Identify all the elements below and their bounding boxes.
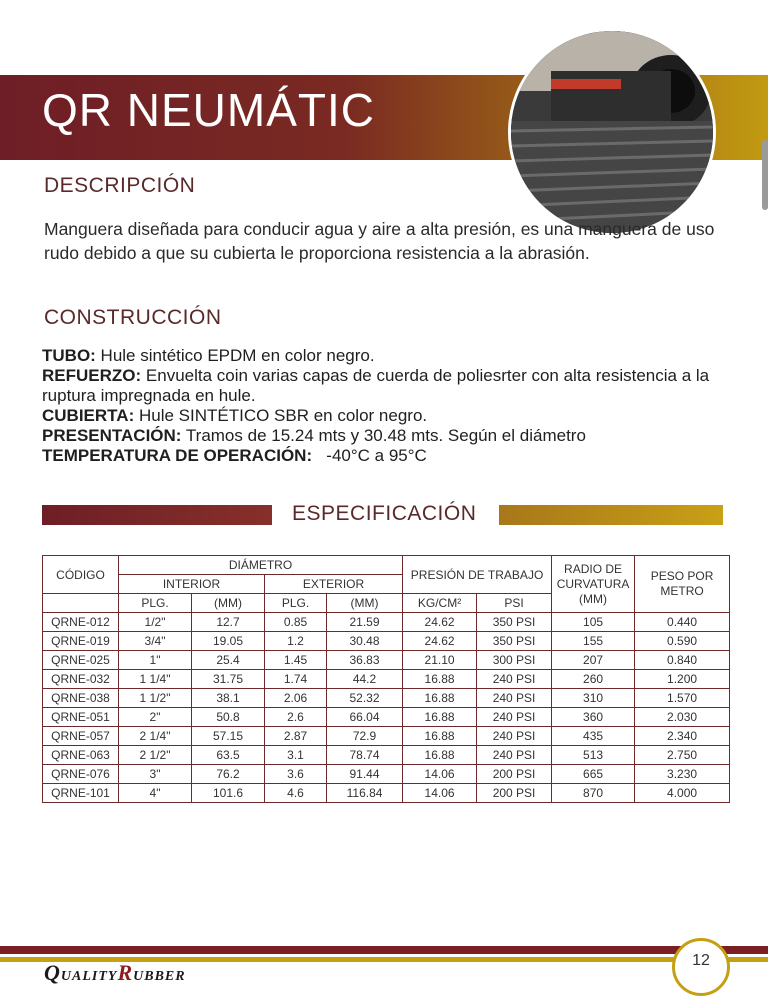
- cell-kgcm: 21.10: [403, 651, 477, 670]
- cell-codigo: QRNE-076: [43, 765, 119, 784]
- cell-int-plg: 2 1/4": [119, 727, 192, 746]
- header-presion: PRESIÓN DE TRABAJO: [403, 556, 552, 594]
- cell-ext-plg: 4.6: [265, 784, 327, 803]
- spec-bar-left: [42, 505, 272, 525]
- cell-ext-mm: 52.32: [327, 689, 403, 708]
- cell-kgcm: 14.06: [403, 784, 477, 803]
- construccion-list: [42, 346, 742, 466]
- table-row: [43, 613, 730, 632]
- cell-int-mm: 101.6: [192, 784, 265, 803]
- cell-ext-plg: 0.85: [265, 613, 327, 632]
- cell-int-plg: 2 1/2": [119, 746, 192, 765]
- cell-peso: 1.200: [635, 670, 730, 689]
- spec-bar-right: [499, 505, 723, 525]
- cell-ext-mm: 66.04: [327, 708, 403, 727]
- cell-radio: 260: [552, 670, 635, 689]
- cell-psi: 240 PSI: [477, 708, 552, 727]
- cell-int-plg: 1 1/4": [119, 670, 192, 689]
- cell-ext-mm: 36.83: [327, 651, 403, 670]
- cell-kgcm: 16.88: [403, 670, 477, 689]
- cell-ext-plg: 1.45: [265, 651, 327, 670]
- table-row: [43, 765, 730, 784]
- cell-psi: 240 PSI: [477, 670, 552, 689]
- cell-radio: 310: [552, 689, 635, 708]
- especificacion-heading: ESPECIFICACIÓN: [292, 502, 477, 525]
- page-number: 12: [692, 952, 710, 969]
- table-row: [43, 689, 730, 708]
- table-row: [43, 651, 730, 670]
- cell-psi: 240 PSI: [477, 746, 552, 765]
- cell-int-plg: 1": [119, 651, 192, 670]
- cell-codigo: QRNE-019: [43, 632, 119, 651]
- header-int-mm: (MM): [192, 594, 265, 613]
- cell-peso: 4.000: [635, 784, 730, 803]
- construccion-item-presentacion: PRESENTACIÓN: Tramos de 15.24 mts y 30.48 mts. Según el diámetro: [42, 426, 586, 445]
- header-interior: INTERIOR: [119, 575, 265, 594]
- cell-ext-mm: 72.9: [327, 727, 403, 746]
- cell-peso: 0.440: [635, 613, 730, 632]
- cell-ext-plg: 1.2: [265, 632, 327, 651]
- cell-psi: 350 PSI: [477, 613, 552, 632]
- cell-ext-mm: 30.48: [327, 632, 403, 651]
- cell-codigo: QRNE-025: [43, 651, 119, 670]
- cell-radio: 105: [552, 613, 635, 632]
- cell-kgcm: 24.62: [403, 632, 477, 651]
- table-row: [43, 632, 730, 651]
- table-row: [43, 746, 730, 765]
- cell-int-mm: 19.05: [192, 632, 265, 651]
- cell-radio: 360: [552, 708, 635, 727]
- scroll-indicator[interactable]: [762, 140, 768, 210]
- header-int-plg: PLG.: [119, 594, 192, 613]
- cell-psi: 300 PSI: [477, 651, 552, 670]
- table-row: [43, 727, 730, 746]
- cell-kgcm: 14.06: [403, 765, 477, 784]
- cell-ext-plg: 3.1: [265, 746, 327, 765]
- cell-peso: 0.590: [635, 632, 730, 651]
- descripcion-text: Manguera diseñada para conducir agua y aire a alta presión, es una manguera de uso rudo debido a que su cubierta le proporciona resistencia a la abrasión.: [44, 219, 715, 263]
- specification-table: [42, 555, 730, 803]
- header-kgcm: KG/CM²: [403, 594, 477, 613]
- cell-psi: 240 PSI: [477, 727, 552, 746]
- cell-peso: 0.840: [635, 651, 730, 670]
- cell-int-plg: 3/4": [119, 632, 192, 651]
- construccion-item-temperatura: TEMPERATURA DE OPERACIÓN: -40°C a 95°C: [42, 446, 427, 465]
- cell-int-mm: 57.15: [192, 727, 265, 746]
- cell-codigo: QRNE-012: [43, 613, 119, 632]
- cell-int-plg: 4": [119, 784, 192, 803]
- cell-ext-plg: 2.87: [265, 727, 327, 746]
- cell-ext-mm: 78.74: [327, 746, 403, 765]
- cell-codigo: QRNE-051: [43, 708, 119, 727]
- cell-peso: 1.570: [635, 689, 730, 708]
- cell-radio: 435: [552, 727, 635, 746]
- cell-int-mm: 50.8: [192, 708, 265, 727]
- cell-kgcm: 16.88: [403, 746, 477, 765]
- cell-psi: 240 PSI: [477, 689, 552, 708]
- cell-ext-mm: 116.84: [327, 784, 403, 803]
- cell-peso: 2.340: [635, 727, 730, 746]
- header-codigo: CÓDIGO: [43, 556, 119, 594]
- cell-codigo: QRNE-101: [43, 784, 119, 803]
- page-title: QR NEUMÁTIC: [42, 84, 375, 136]
- cell-int-mm: 31.75: [192, 670, 265, 689]
- cell-int-mm: 25.4: [192, 651, 265, 670]
- header-ext-plg: PLG.: [265, 594, 327, 613]
- cell-int-mm: 63.5: [192, 746, 265, 765]
- construccion-item-tubo: TUBO: Hule sintético EPDM en color negro.: [42, 346, 375, 365]
- cell-ext-mm: 21.59: [327, 613, 403, 632]
- cell-ext-plg: 2.6: [265, 708, 327, 727]
- cell-radio: 155: [552, 632, 635, 651]
- table-row: [43, 784, 730, 803]
- cell-kgcm: 24.62: [403, 613, 477, 632]
- cell-psi: 200 PSI: [477, 784, 552, 803]
- cell-kgcm: 16.88: [403, 689, 477, 708]
- cell-kgcm: 16.88: [403, 708, 477, 727]
- header-radio: RADIO DE CURVATURA (MM): [552, 556, 635, 613]
- table-row: [43, 708, 730, 727]
- cell-codigo: QRNE-032: [43, 670, 119, 689]
- cell-ext-plg: 3.6: [265, 765, 327, 784]
- cell-radio: 207: [552, 651, 635, 670]
- header-ext-mm: (MM): [327, 594, 403, 613]
- construccion-item-refuerzo: REFUERZO: Envuelta coin varias capas de cuerda de poliesrter con alta resistencia a la ruptura impregnada en hule.: [42, 366, 710, 405]
- cell-int-plg: 1 1/2": [119, 689, 192, 708]
- construccion-heading: CONSTRUCCIÓN: [44, 306, 222, 329]
- header-peso: PESO POR METRO: [635, 556, 730, 613]
- header-diametro: DIÁMETRO: [119, 556, 403, 575]
- cell-int-plg: 3": [119, 765, 192, 784]
- cell-peso: 2.750: [635, 746, 730, 765]
- descripcion-heading: DESCRIPCIÓN: [44, 174, 196, 197]
- header-codigo-blank: [43, 594, 119, 613]
- cell-psi: 200 PSI: [477, 765, 552, 784]
- cell-ext-mm: 44.2: [327, 670, 403, 689]
- cell-codigo: QRNE-038: [43, 689, 119, 708]
- table-row: [43, 670, 730, 689]
- cell-peso: 2.030: [635, 708, 730, 727]
- header-psi: PSI: [477, 594, 552, 613]
- cell-radio: 513: [552, 746, 635, 765]
- cell-ext-plg: 2.06: [265, 689, 327, 708]
- cell-int-plg: 2": [119, 708, 192, 727]
- cell-int-plg: 1/2": [119, 613, 192, 632]
- cell-codigo: QRNE-057: [43, 727, 119, 746]
- header-exterior: EXTERIOR: [265, 575, 403, 594]
- hose-image: [511, 31, 713, 233]
- cell-int-mm: 76.2: [192, 765, 265, 784]
- cell-int-mm: 12.7: [192, 613, 265, 632]
- cell-codigo: QRNE-063: [43, 746, 119, 765]
- footer-bar-maroon: [0, 946, 768, 954]
- construccion-item-cubierta: CUBIERTA: Hule SINTÉTICO SBR en color negro.: [42, 406, 428, 425]
- cell-ext-mm: 91.44: [327, 765, 403, 784]
- cell-psi: 350 PSI: [477, 632, 552, 651]
- cell-ext-plg: 1.74: [265, 670, 327, 689]
- cell-radio: 665: [552, 765, 635, 784]
- cell-kgcm: 16.88: [403, 727, 477, 746]
- cell-int-mm: 38.1: [192, 689, 265, 708]
- cell-peso: 3.230: [635, 765, 730, 784]
- brand-logo: QUALITYRUBBER: [44, 960, 186, 985]
- cell-radio: 870: [552, 784, 635, 803]
- hose-photo: [508, 28, 716, 236]
